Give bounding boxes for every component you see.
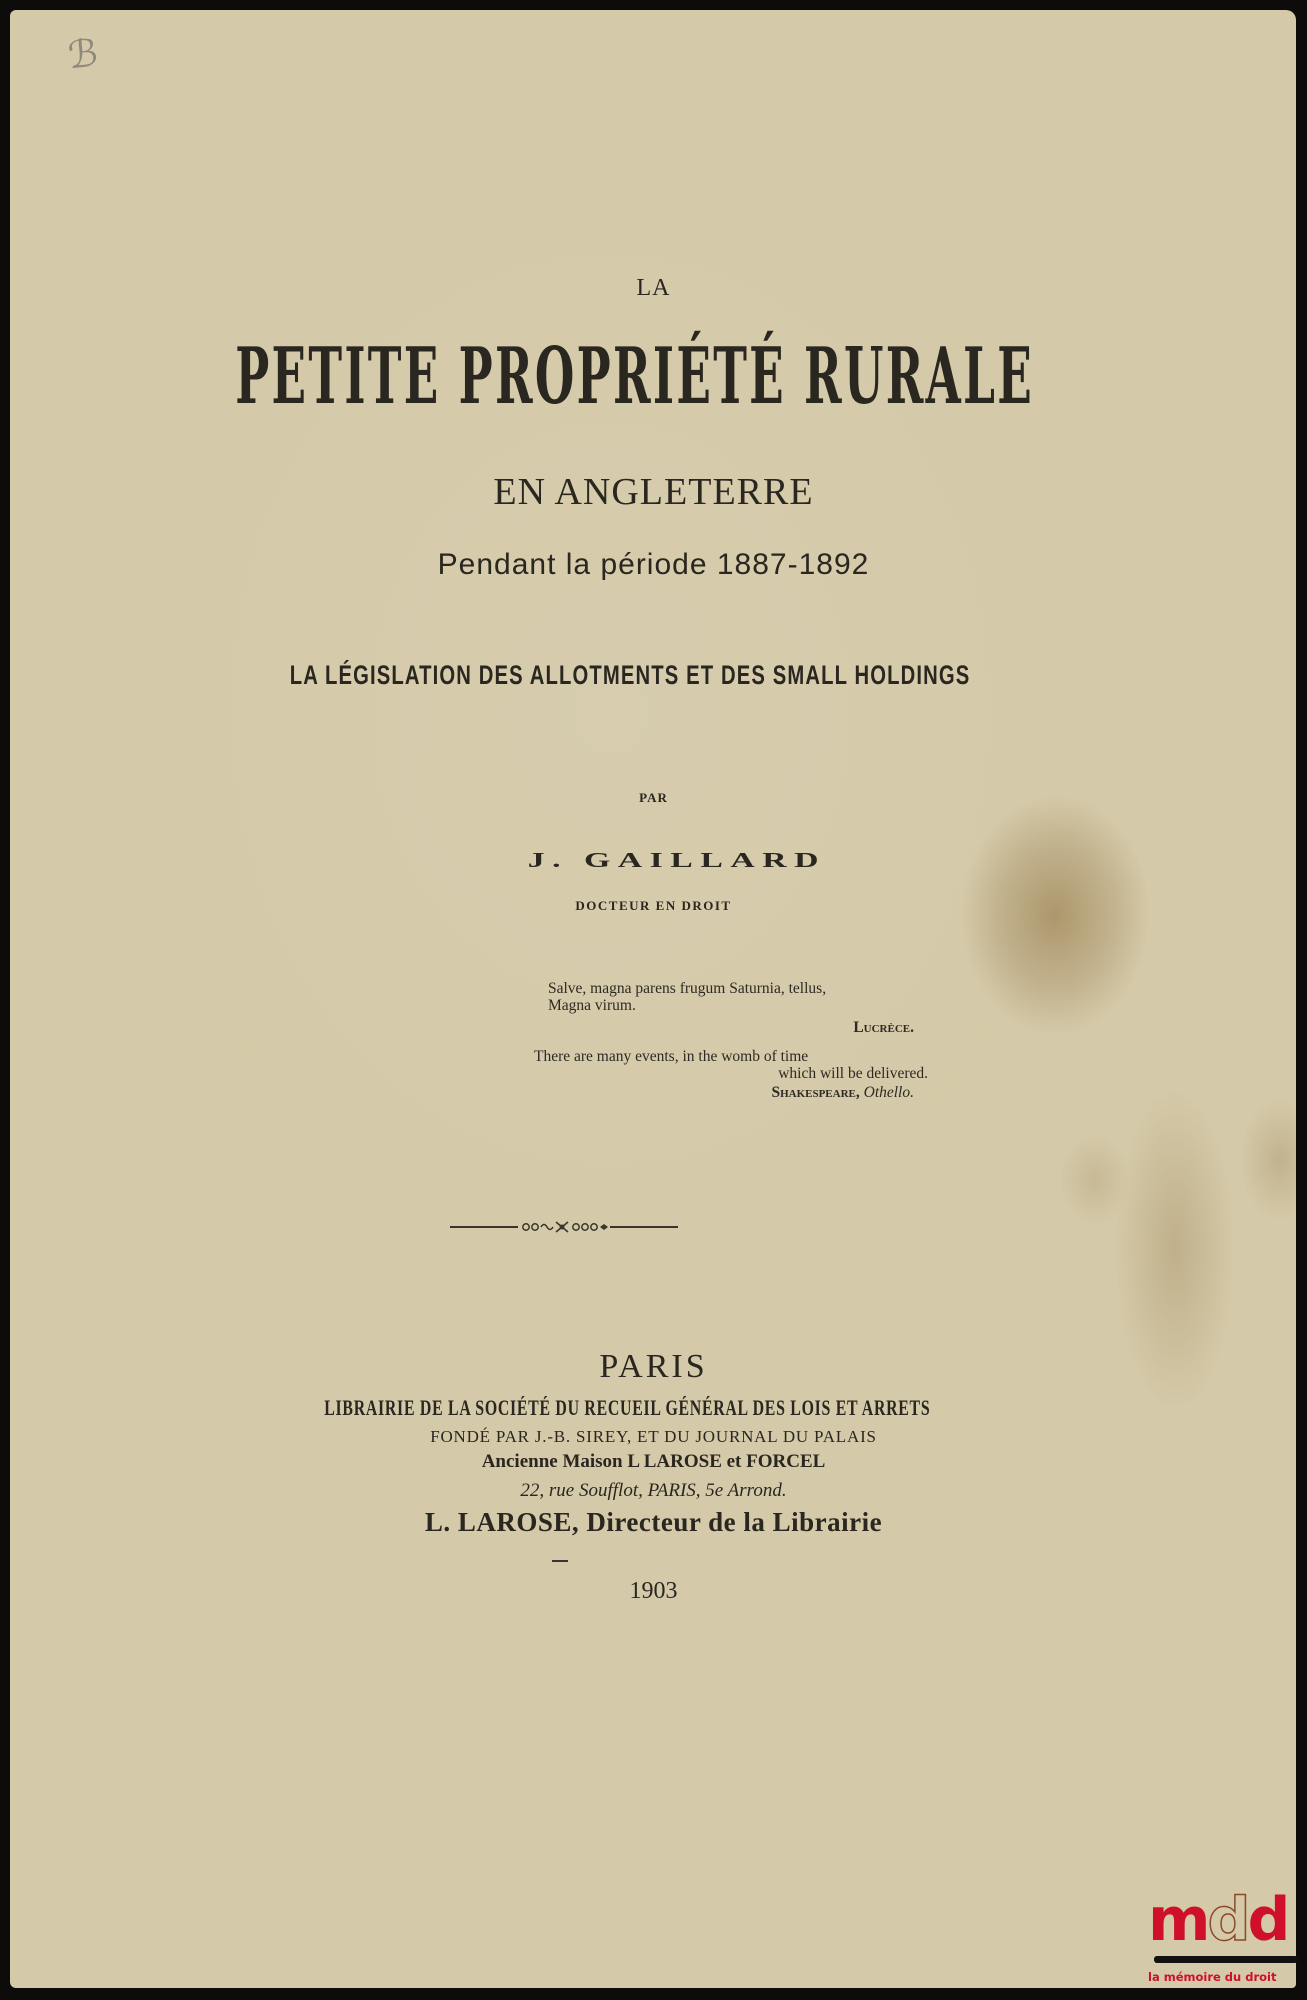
former-house: Ancienne Maison L LAROSE et FORCEL — [481, 1451, 826, 1472]
epigraph-line: There are many events, in the womb of time — [534, 1048, 809, 1065]
logo-letter-m: m — [1148, 1885, 1208, 1955]
main-title: PETITE PROPRIÉTÉ RURALE — [235, 331, 1035, 422]
handwritten-mark: ℬ — [66, 32, 100, 78]
epigraph-attribution — [548, 1084, 928, 1101]
ornament-divider-icon — [448, 1220, 680, 1234]
period: Pendant la période 1887-1892 — [437, 548, 870, 581]
logo-tagline: la mémoire du droit — [1148, 1970, 1277, 1984]
epigraph-attribution: Lucrèce. — [853, 1019, 914, 1036]
publisher-founding: FONDÉ PAR J.-B. SIREY, ET DU JOURNAL DU PALAIS — [430, 1427, 877, 1446]
publisher-address: 22, rue Soufflot, PARIS, 5e Arrond. — [520, 1480, 787, 1501]
mdd-logo — [1148, 1885, 1298, 2000]
subject-line: LA LÉGISLATION DES ALLOTMENTS ET DES SMALL HOLDINGS — [289, 660, 971, 690]
author-credential: DOCTEUR EN DROIT — [575, 898, 732, 913]
author-name: J. GAILLARD — [527, 848, 826, 872]
attribution-author: Shakespeare, — [771, 1084, 860, 1101]
publisher-name: LIBRAIRIE DE LA SOCIÉTÉ DU RECUEIL GÉNÉRAL DES LOIS ET ARRETS — [324, 1395, 931, 1420]
mdd-logo-mark-icon — [1148, 1885, 1288, 1955]
attribution-work: Othello. — [863, 1084, 914, 1101]
epigraphs — [534, 980, 928, 1101]
epigraph-line: which will be delivered. — [778, 1065, 928, 1082]
imprint-city: PARIS — [599, 1348, 708, 1385]
epigraph-line: Magna virum. — [548, 997, 636, 1014]
publisher-director: L. LAROSE, Directeur de la Librairie — [424, 1507, 883, 1537]
subtitle: EN ANGLETERRE — [493, 471, 814, 513]
title-article: LA — [636, 275, 671, 301]
publication-year: 1903 — [629, 1578, 678, 1604]
logo-letter-d: d — [1247, 1885, 1288, 1955]
epigraph-line: Salve, magna parens frugum Saturnia, tellus, — [548, 980, 827, 997]
logo-bar — [1154, 1956, 1298, 1963]
by-label: PAR — [639, 790, 668, 805]
logo-letter-d-outline: d — [1207, 1885, 1248, 1955]
short-rule — [552, 1560, 568, 1562]
